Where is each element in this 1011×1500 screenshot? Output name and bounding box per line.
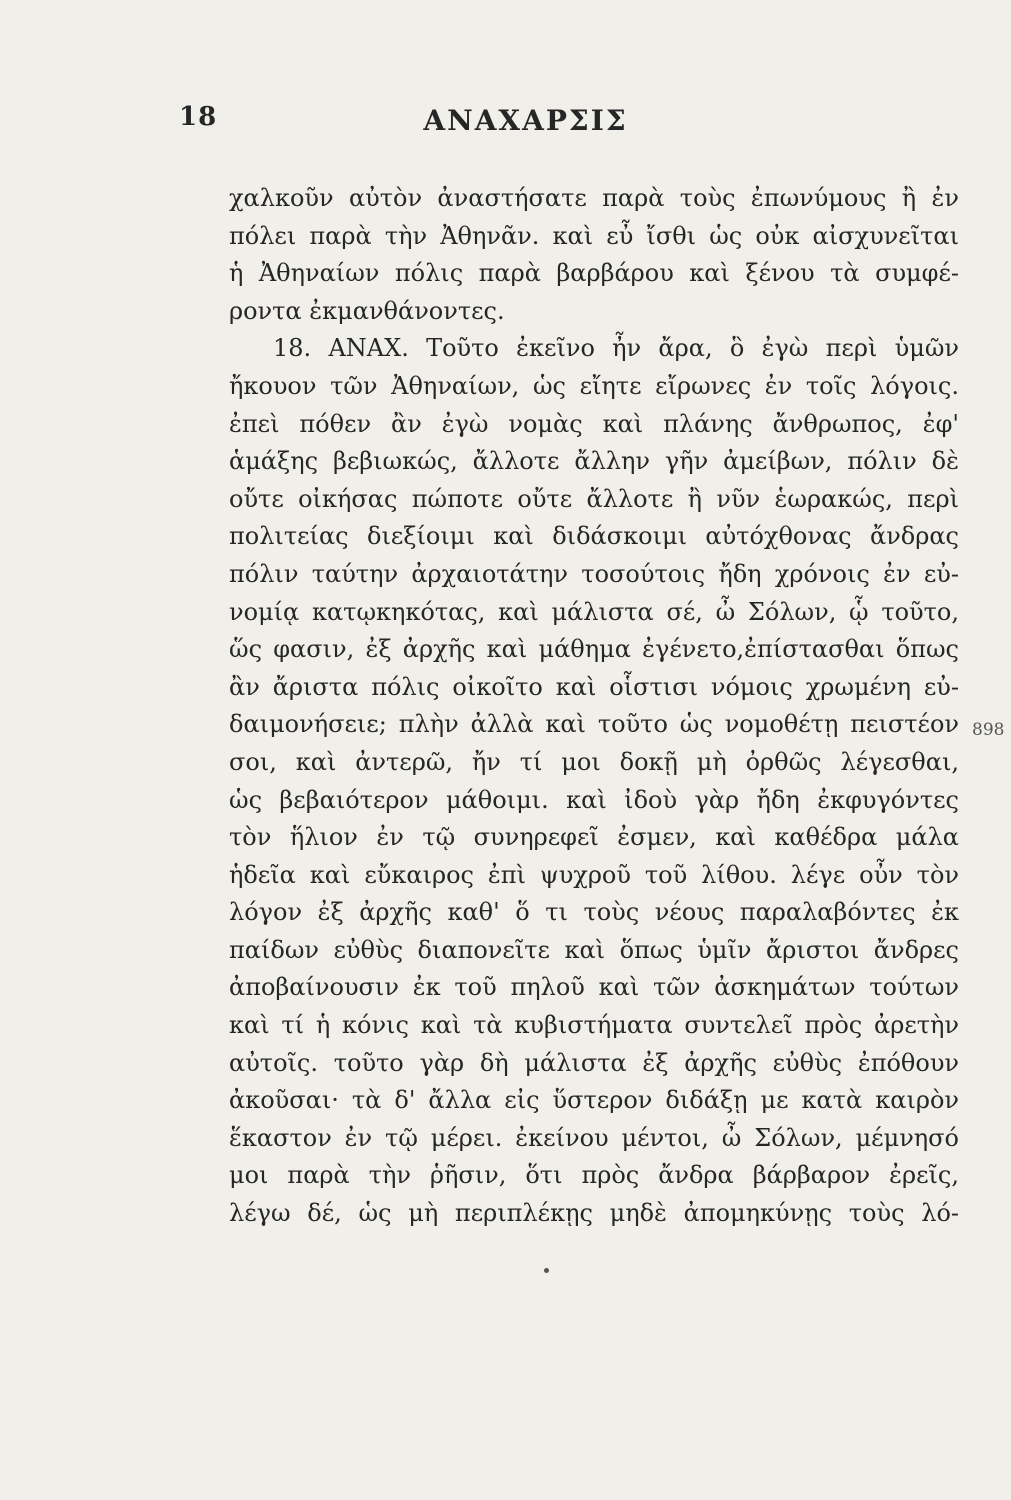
page-number: 18 — [179, 102, 218, 132]
text-line: καὶ τί ἡ κόνις καὶ τὰ κυβιστήματα συντελεῖ πρὸς ἀρετὴν — [229, 1011, 959, 1040]
text-line: νομίᾳ κατῳκηκότας, καὶ μάλιστα σέ, ὦ Σόλων, ᾧ τοῦτο, — [229, 597, 959, 626]
text-line: ὡς βεβαιότερον μάθοιμι. καὶ ἰδοὺ γὰρ ἤδη ἐκφυγόντες — [229, 785, 959, 814]
text-line: οὔτε οἰκήσας πώποτε οὔτε ἄλλοτε ἢ νῦν ἑωρακώς, περὶ — [229, 484, 959, 513]
text-line: ἀκοῦσαι· τὰ δ' ἄλλα εἰς ὕστερον διδάξῃ με κατὰ καιρὸν — [229, 1086, 959, 1115]
ink-speck — [544, 1268, 549, 1273]
section-start-line: 18. ΑΝΑΧ. Τοῦτο ἐκεῖνο ἦν ἄρα, ὃ ἐγὼ περὶ ὑμῶν — [273, 334, 959, 363]
text-line: δαιμονήσειε; πλὴν ἀλλὰ καὶ τοῦτο ὡς νομοθέτῃ πειστέον — [229, 710, 959, 739]
text-line: ἡδεῖα καὶ εὔκαιρος ἐπὶ ψυχροῦ τοῦ λίθου. λέγε οὖν τὸν — [229, 860, 959, 889]
text-line: πόλει παρὰ τὴν Ἀθηνᾶν. καὶ εὖ ἴσθι ὡς οὐκ αἰσχυνεῖται — [229, 221, 959, 250]
text-line: χαλκοῦν αὐτὸν ἀναστήσατε παρὰ τοὺς ἐπωνύμους ἢ ἐν — [229, 184, 959, 212]
text-line: ἤκουον τῶν Ἀθηναίων, ὡς εἴητε εἴρωνες ἐν τοῖς λόγοις. — [229, 371, 959, 400]
text-line: λόγον ἐξ ἀρχῆς καθ' ὅ τι τοὺς νέους παραλαβόντες ἐκ — [229, 898, 959, 927]
text-line: ἕκαστον ἐν τῷ μέρει. ἐκείνου μέντοι, ὦ Σόλων, μέμνησό — [229, 1123, 959, 1152]
text-line: σοι, καὶ ἀντερῶ, ἤν τί μοι δοκῇ μὴ ὀρθῶς λέγεσθαι, — [229, 747, 959, 776]
text-line: ροντα ἐκμανθάνοντες. — [229, 296, 505, 325]
text-line: ἁμάξης βεβιωκώς, ἄλλοτε ἄλλην γῆν ἀμείβων, πόλιν δὲ — [229, 447, 959, 476]
running-head-title: ΑΝΑΧΑΡΣΙΣ — [423, 104, 628, 137]
text-line: παίδων εὐθὺς διαπονεῖτε καὶ ὅπως ὑμῖν ἄριστοι ἄνδρες — [229, 935, 959, 964]
text-line: ἐπεὶ πόθεν ἂν ἐγὼ νομὰς καὶ πλάνης ἄνθρωπος, ἐφ' — [229, 409, 959, 438]
text-line: ἡ Ἀθηναίων πόλις παρὰ βαρβάρου καὶ ξένου τὰ συμφέ- — [229, 259, 959, 288]
text-line: αὐτοῖς. τοῦτο γὰρ δὴ μάλιστα ἐξ ἀρχῆς εὐθὺς ἐπόθουν — [229, 1048, 959, 1077]
text-line: ὥς φασιν, ἐξ ἀρχῆς καὶ μάθημα ἐγένετο,ἐπίστασθαι ὅπως — [229, 635, 959, 664]
text-line: λέγω δέ, ὡς μὴ περιπλέκῃς μηδὲ ἀπομηκύνῃς τοὺς λό- — [229, 1199, 959, 1228]
margin-line-number: 898 — [972, 720, 1005, 740]
text-line: μοι παρὰ τὴν ῥῆσιν, ὅτι πρὸς ἄνδρα βάρβαρον ἐρεῖς, — [229, 1161, 959, 1190]
body-text — [229, 180, 959, 1233]
text-line: τὸν ἥλιον ἐν τῷ συνηρεφεῖ ἐσμεν, καὶ καθέδρα μάλα — [229, 823, 959, 852]
text-line: πολιτείας διεξίοιμι καὶ διδάσκοιμι αὐτόχθονας ἄνδρας — [229, 522, 959, 551]
text-line: ἀποβαίνουσιν ἐκ τοῦ πηλοῦ καὶ τῶν ἀσκημάτων τούτων — [229, 973, 959, 1002]
text-line: ἂν ἄριστα πόλις οἰκοῖτο καὶ οἷστισι νόμοις χρωμένη εὐ- — [229, 672, 959, 701]
text-line: πόλιν ταύτην ἀρχαιοτάτην τοσούτοις ἤδη χρόνοις ἐν εὐ- — [229, 559, 959, 588]
